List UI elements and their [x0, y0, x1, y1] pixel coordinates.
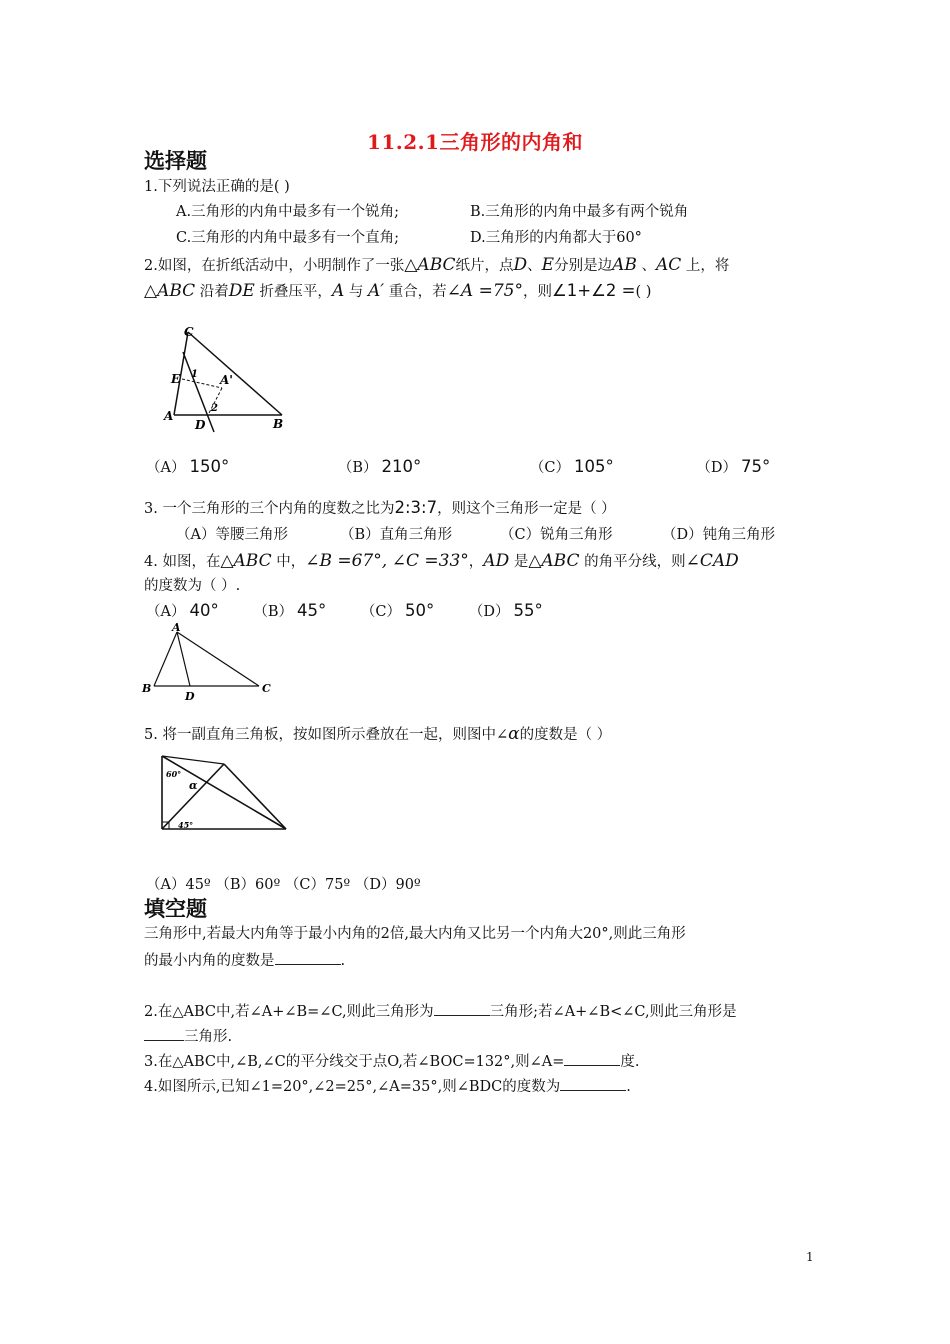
q2-text: 分别是边 — [554, 258, 613, 274]
q2-paren: ( ) — [635, 284, 652, 300]
f3-text: 度. — [620, 1054, 640, 1070]
q2-point-d: D — [513, 255, 528, 275]
q2-side-ab: AB — [612, 255, 637, 275]
q2-point-a-prime: A′ — [367, 281, 385, 301]
f2-text: 2.在△ABC中,若∠A+∠B=∠C,则此三角形为 — [144, 1004, 434, 1020]
q4-option-c-label: （C） — [360, 604, 401, 620]
q4-option-a-label: （A） — [146, 604, 186, 620]
q5-stem — [144, 724, 611, 745]
q4-triangle: △ABC — [220, 551, 272, 571]
q2-fold-line: DE — [228, 281, 255, 301]
q2-option-a-value: 150° — [189, 457, 230, 476]
q2-text: 2.如图，在折纸活动中，小明制作了一张 — [144, 258, 405, 274]
fig2-label-b: B — [142, 682, 152, 695]
q4-option-d-label: （D） — [468, 604, 510, 620]
f3-answer-blank[interactable] — [564, 1050, 620, 1066]
q3-text: 3. 一个三角形的三个内角的度数之比为 — [144, 501, 395, 517]
f2-text: 三角形. — [184, 1029, 233, 1045]
q2-text: 纸片，点 — [455, 258, 514, 274]
q4-option-a-value: 40° — [189, 601, 219, 620]
f1-line-1: 三角形中,若最大内角等于最小内角的2倍,最大内角又比另一个内角大20°,则此三角形 — [144, 926, 686, 942]
q2-point-a: A — [331, 281, 345, 301]
q2-option-d-label: （D） — [696, 460, 737, 476]
page-title: 11.2.1三角形的内角和 — [366, 130, 584, 154]
q1-option-b: B.三角形的内角中最多有两个锐角 — [470, 204, 689, 220]
fig2-triangle-bisector — [142, 620, 282, 702]
q1-stem: 1.下列说法正确的是( ) — [144, 179, 290, 195]
q2-text: 上，将 — [685, 258, 730, 274]
fig3-leg-45 — [224, 764, 286, 829]
q4-option-d-value: 55° — [513, 601, 543, 620]
fig2-label-c: C — [262, 682, 271, 695]
fig2-side-ab — [154, 632, 177, 686]
q2-option-b-value: 210° — [381, 457, 422, 476]
q1-option-c: C.三角形的内角中最多有一个直角; — [176, 230, 400, 246]
q5-options: （A）45º （B）60º （C）75º （D）90º — [146, 877, 421, 893]
q4-text: 中， — [276, 554, 306, 570]
q4-triangle: △ABC — [528, 551, 580, 571]
q2-text: 与 — [348, 284, 364, 300]
q2-text: 重合，若 — [388, 284, 447, 300]
q2-line-1 — [144, 255, 729, 276]
q2-condition: ∠A =75° — [446, 281, 523, 301]
fig1-label-1: 1 — [191, 369, 198, 380]
q4-angle-b: ∠B =67°, — [305, 551, 388, 571]
section-heading-fill: 填空题 — [144, 897, 207, 921]
q2-options — [146, 457, 770, 478]
q2-point-e: E — [541, 255, 555, 275]
f2-answer-blank-1[interactable] — [434, 1000, 490, 1016]
q4-text: 是 — [513, 554, 529, 570]
q4-options — [146, 601, 543, 622]
q2-sep: 、 — [641, 258, 656, 274]
q4-angle-c: ∠C =33° — [391, 551, 469, 571]
q5-text: 的度数是（ ） — [519, 727, 612, 743]
f1-line-2 — [144, 949, 345, 971]
fig1-label-c: C — [184, 325, 194, 339]
f2-answer-blank-2[interactable] — [144, 1025, 184, 1041]
q2-option-c-value: 105° — [573, 457, 614, 476]
f1-text: 的最小内角的度数是 — [144, 953, 275, 969]
f3-line — [144, 1050, 640, 1072]
fig1-label-d: D — [195, 418, 206, 432]
f4-text: 4.如图所示,已知∠1=20°,∠2=25°,∠A=35°,则∠BDC的度数为 — [144, 1079, 561, 1095]
f1-answer-blank[interactable] — [275, 949, 341, 965]
q4-option-b-label: （B） — [253, 604, 293, 620]
fig1-fold-ea — [182, 379, 222, 388]
fig1-label-e: E — [171, 372, 181, 386]
q2-text: 沿着 — [199, 284, 229, 300]
q4-text: ， — [468, 554, 484, 570]
q2-option-a-label: （A） — [146, 460, 186, 476]
f4-text: . — [626, 1079, 631, 1095]
q3-ratio: 2:3:7 — [394, 498, 438, 517]
fig1-label-a-prime: A' — [220, 373, 233, 387]
q5-alpha: α — [508, 724, 520, 744]
q2-triangle: △ABC — [144, 281, 196, 301]
q5-text: 5. 将一副直角三角板，按如图所示叠放在一起，则图中∠ — [144, 727, 509, 743]
f3-text: 3.在△ABC中,∠B,∠C的平分线交于点O,若∠BOC=132°,则∠A= — [144, 1054, 565, 1070]
q4-angle-cad: ∠CAD — [685, 551, 739, 571]
q4-text: 的角平分线，则 — [584, 554, 686, 570]
fig1-label-b: B — [273, 417, 284, 431]
q2-sep: 、 — [527, 258, 542, 274]
fig2-bisector-ad — [177, 632, 190, 686]
f1-text: . — [340, 953, 346, 969]
q3-option-c: （C）锐角三角形 — [500, 527, 613, 543]
fig3-label-alpha: α — [189, 779, 198, 792]
q4-line-2: 的度数为（ ）. — [144, 578, 241, 594]
fig3-label-60: 60° — [166, 769, 182, 779]
q4-option-c-value: 50° — [404, 601, 435, 620]
q1-option-a: A.三角形的内角中最多有一个锐角; — [176, 204, 399, 220]
q3-stem — [144, 498, 616, 519]
q2-text: 折叠压平， — [259, 284, 332, 300]
fig1-label-a: A — [164, 409, 174, 423]
q3-text: ，则这个三角形一定是（ ） — [437, 501, 616, 517]
q2-option-c-label: （C） — [529, 460, 570, 476]
q1-option-d: D.三角形的内角都大于60° — [470, 230, 642, 246]
q2-option-d-value: 75° — [740, 457, 771, 476]
q4-option-b-value: 45° — [297, 601, 327, 620]
page-number: 1 — [806, 1250, 814, 1264]
q3-option-a: （A）等腰三角形 — [176, 527, 288, 543]
q2-text: ，则 — [523, 284, 552, 300]
f2-text: 三角形;若∠A+∠B<∠C,则此三角形是 — [489, 1004, 737, 1020]
q2-option-b-label: （B） — [337, 460, 378, 476]
q4-text: 4. 如图，在 — [144, 554, 221, 570]
f2-line-2 — [144, 1025, 232, 1047]
fig2-label-d: D — [185, 690, 195, 703]
q2-triangle: △ABC — [404, 255, 456, 275]
fig3-hyp-30-60 — [162, 756, 286, 829]
fig2-label-a: A — [172, 621, 181, 634]
section-heading-choice: 选择题 — [144, 149, 207, 173]
fig3-set-squares — [158, 752, 290, 834]
fig1-folded-triangle — [158, 322, 298, 432]
q4-bisector: AD — [483, 551, 510, 571]
fig2-side-ac — [177, 632, 259, 686]
fig3-label-45: 45° — [178, 820, 194, 830]
f2-line-1 — [144, 1000, 737, 1022]
fig1-label-2: 2 — [211, 403, 218, 414]
q2-line-2 — [144, 281, 651, 302]
q3-option-b: （B）直角三角形 — [340, 527, 453, 543]
f4-answer-blank[interactable] — [560, 1075, 626, 1091]
q3-option-d: （D）钝角三角形 — [662, 527, 776, 543]
q4-line-1 — [144, 551, 739, 572]
fig3-top-edge — [162, 756, 224, 764]
q2-side-ac: AC — [655, 255, 682, 275]
q2-question: ∠1+∠2 = — [552, 281, 636, 300]
f4-line — [144, 1075, 631, 1097]
